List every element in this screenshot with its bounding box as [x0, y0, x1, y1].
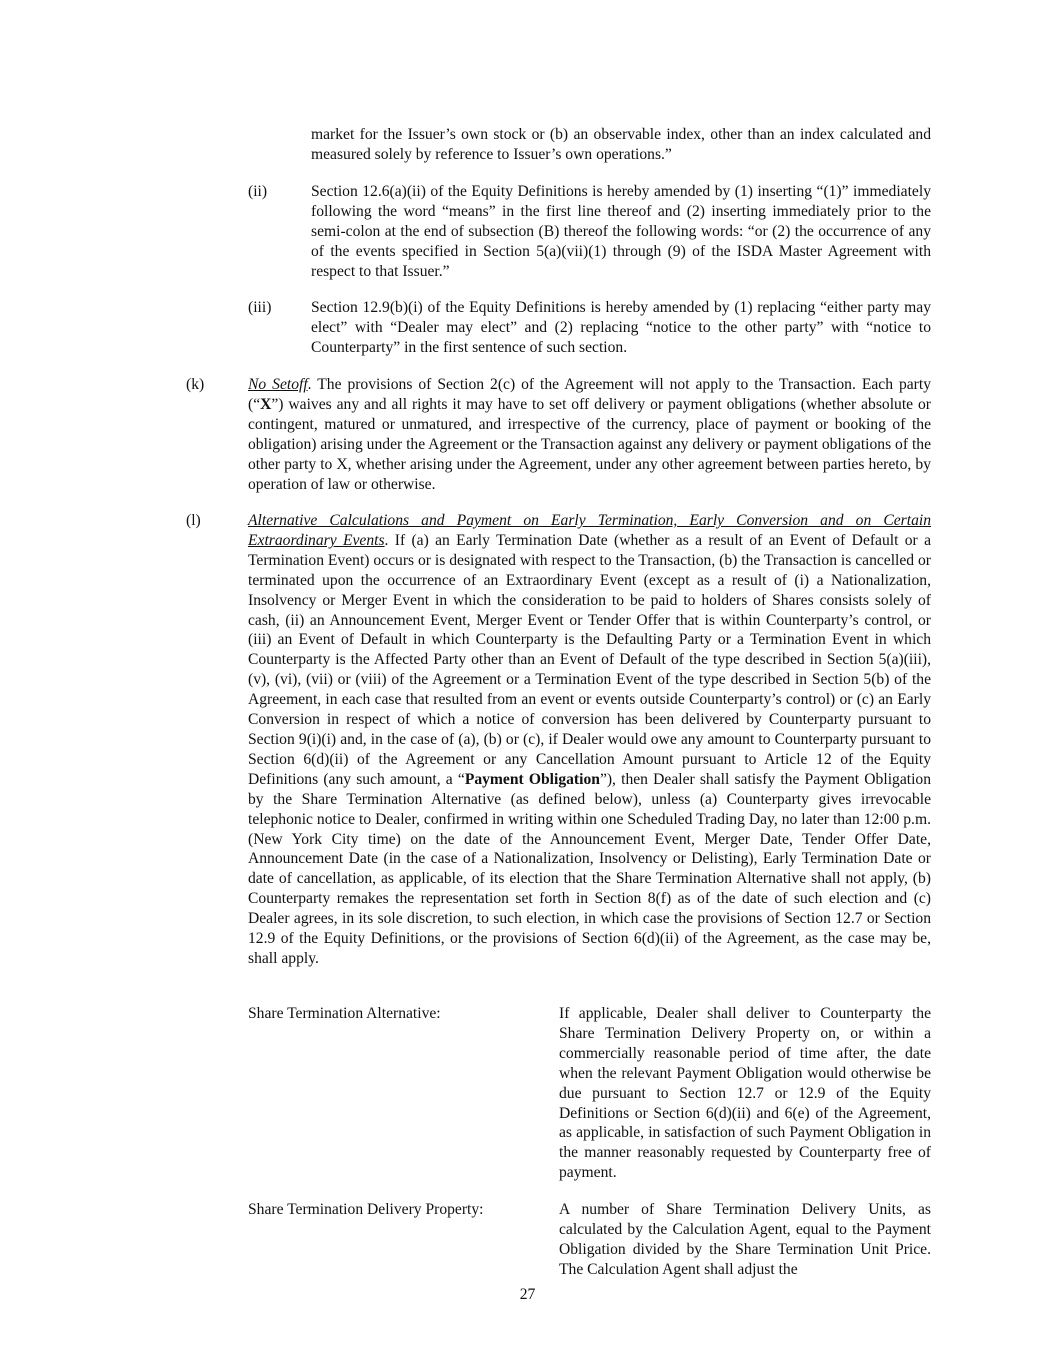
- section-l-text-2: ”), then Dealer shall satisfy the Payment Obligation by the Share Termination Alternative (as defined below), unless (a) Counterparty gives irrevocable telephonic notice to Dealer, confirmed in writing within one Scheduled Trading Day, no later than 12:00 p.m. (New York City time) on the date of the Announcement Event, Merger Date, Tender Offer Date, Announcement Date (in the case of a Nationalization, Insolvency or Delisting), Early Termination Date or date of cancellation, as applicable, of its election that the Share Termination Alternative shall not apply, (b) Counterparty remakes the representation set forth in Section 8(f) as of the date of such election and (c) Dealer agrees, in its sole discretion, to such election, in which case the provisions of Section 12.7 or Section 12.9 of the Equity Definitions, or the provisions of Section 6(d)(ii) of the Agreement, as the case may be, shall apply.: [248, 770, 931, 967]
- section-k-defined-term: X: [260, 395, 272, 413]
- clause-iii-number: (iii): [248, 299, 272, 316]
- section-l-defined-term: Payment Obligation: [464, 770, 600, 788]
- section-l-number: (l): [186, 512, 201, 529]
- continuation-paragraph: market for the Issuer’s own stock or (b) an observable index, other than an index calculated and measured solely by reference to Issuer’s own operations.”: [311, 126, 931, 163]
- section-k-heading: No Setoff: [248, 376, 308, 393]
- clause-ii-number: (ii): [248, 183, 268, 200]
- clause-ii-text: Section 12.6(a)(ii) of the Equity Definitions is hereby amended by (1) inserting “(1)” immediately following the word “means” in the first line thereof and (2) inserting immediately prior to the semi-colon at the end of subsection (B) thereof the following words: “or (2) the occurrence of any of the events specified in Section 5(a)(vii)(1) through (9) of the ISDA Master Agreement with respect to that Issuer.”: [311, 183, 931, 280]
- section-k-paragraph: [248, 375, 931, 494]
- term-label-share-termination-delivery-property: Share Termination Delivery Property:: [248, 1201, 484, 1218]
- term-value-share-termination-alternative: If applicable, Dealer shall deliver to Counterparty the Share Termination Delivery Property on, or within a commercially reasonable period of time after, the date when the relevant Payment Obligation would otherwise be due pursuant to Section 12.7 or 12.9 of the Equity Definitions or Section 6(d)(ii) and 6(e) of the Agreement, as applicable, in satisfaction of such Payment Obligation in the manner reasonably requested by Counterparty free of payment.: [559, 1005, 931, 1182]
- section-l-paragraph: [248, 511, 931, 969]
- section-l-text-1: . If (a) an Early Termination Date (whether as a result of an Event of Default or a Termination Event) occurs or is designated with respect to the Transaction, (b) the Transaction is cancelled or terminated upon the occurrence of an Extraordinary Event (except as a result of (i) a Nationalization, Insolvency or Merger Event in which the consideration to be paid to holders of Shares consists solely of cash, (ii) an Announcement Event, Merger Event or Tender Offer that is within Counterparty’s control, or (iii) an Event of Default in which Counterparty is the Defaulting Party or a Termination Event in which Counterparty is the Affected Party other than an Event of Default of the type described in Section 5(a)(iii), (v), (vi), (vii) or (viii) of the Agreement or a Termination Event of the type described in Section 5(b) of the Agreement, in each case that resulted from an event or events outside Counterparty’s control) or (c) an Early Conversion in respect of which a notice of conversion has been delivered by Counterparty pursuant to Section 9(i)(i) and, in the case of (a), (b) or (c), if Dealer would owe any amount to Counterparty pursuant to Section 6(d)(ii) of the Agreement or any Cancellation Amount pursuant to Article 12 of the Equity Definitions (any such amount, a “: [248, 531, 931, 788]
- section-k-text-1: . The provisions of Section 2(c) of the Agreement will not apply to the Transaction. Each party (“: [248, 376, 931, 413]
- section-k-text-2: ”) waives any and all rights it may have to set off delivery or payment obligations (whether absolute or contingent, matured or unmatured, and irrespective of the currency, place of payment or booking of the obligation) arising under the Agreement or the Transaction against any delivery or payment obligations of the other party to X, whether arising under the Agreement, under any other agreement between parties hereto, by operation of law or otherwise.: [248, 395, 931, 493]
- section-l-heading: Alternative Calculations and Payment on Early Termination, Early Conversion and on Certain Extraordinary Events: [248, 512, 931, 549]
- term-value-share-termination-delivery-property: A number of Share Termination Delivery Units, as calculated by the Calculation Agent, equal to the Payment Obligation divided by the Share Termination Unit Price. The Calculation Agent shall adjust the: [559, 1201, 931, 1278]
- term-label-share-termination-alternative: Share Termination Alternative:: [248, 1005, 441, 1022]
- clause-iii-text: Section 12.9(b)(i) of the Equity Definitions is hereby amended by (1) replacing “either party may elect” with “Dealer may elect” and (2) replacing “notice to the other party” with “notice to Counterparty” in the first sentence of such section.: [311, 299, 931, 356]
- section-k-number: (k): [186, 376, 205, 393]
- page-number: 27: [519, 1286, 536, 1303]
